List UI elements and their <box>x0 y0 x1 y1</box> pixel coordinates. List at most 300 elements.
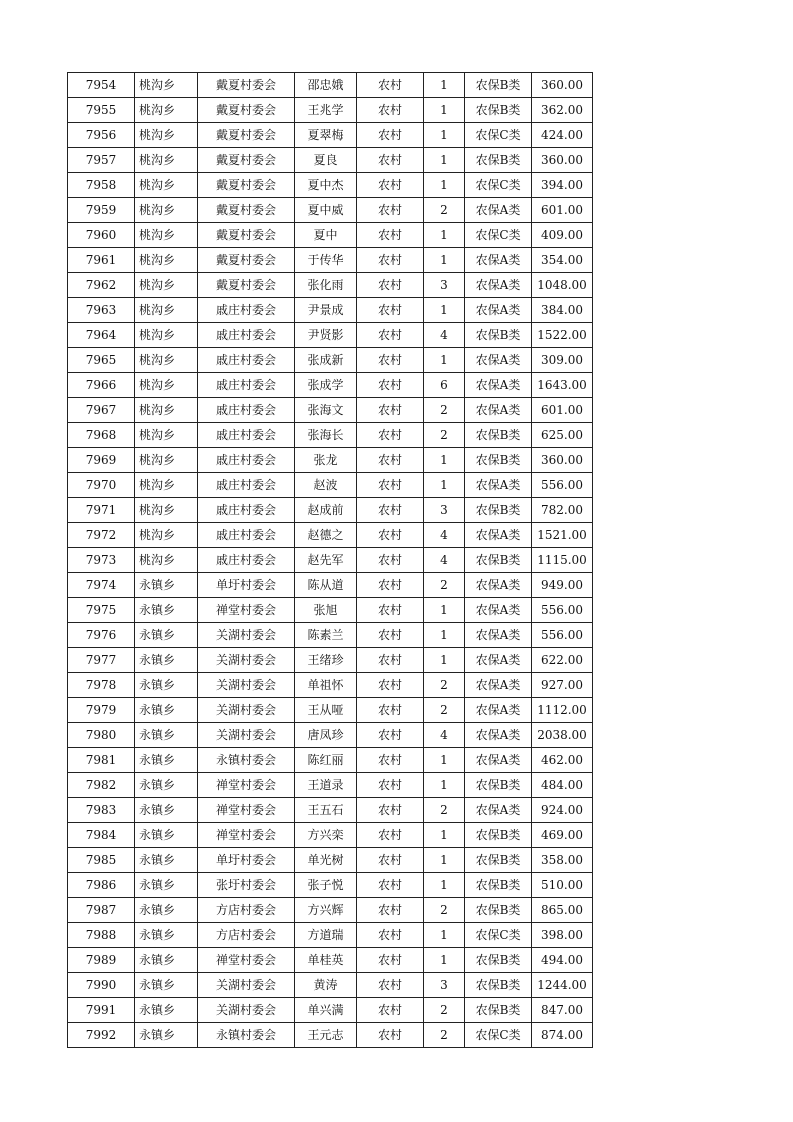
amount-cell: 1522.00 <box>532 323 593 348</box>
amount-cell: 2038.00 <box>532 723 593 748</box>
row-id-cell: 7988 <box>68 923 135 948</box>
row-id-cell: 7966 <box>68 373 135 398</box>
count-cell: 1 <box>424 748 465 773</box>
amount-cell: 484.00 <box>532 773 593 798</box>
name-cell: 陈素兰 <box>295 623 357 648</box>
row-id-cell: 7957 <box>68 148 135 173</box>
name-cell: 夏中威 <box>295 198 357 223</box>
name-cell: 赵先军 <box>295 548 357 573</box>
count-cell: 1 <box>424 948 465 973</box>
count-cell: 1 <box>424 598 465 623</box>
category-cell: 农保C类 <box>465 923 532 948</box>
amount-cell: 924.00 <box>532 798 593 823</box>
name-cell: 张海长 <box>295 423 357 448</box>
household-type-cell: 农村 <box>357 423 424 448</box>
township-cell: 永镇乡 <box>135 1023 198 1048</box>
count-cell: 3 <box>424 973 465 998</box>
row-id-cell: 7974 <box>68 573 135 598</box>
count-cell: 1 <box>424 223 465 248</box>
amount-cell: 510.00 <box>532 873 593 898</box>
row-id-cell: 7959 <box>68 198 135 223</box>
household-type-cell: 农村 <box>357 498 424 523</box>
count-cell: 1 <box>424 923 465 948</box>
village-committee-cell: 关湖村委会 <box>198 698 295 723</box>
household-type-cell: 农村 <box>357 198 424 223</box>
count-cell: 2 <box>424 398 465 423</box>
township-cell: 永镇乡 <box>135 998 198 1023</box>
village-committee-cell: 单圩村委会 <box>198 573 295 598</box>
amount-cell: 556.00 <box>532 598 593 623</box>
township-cell: 永镇乡 <box>135 923 198 948</box>
row-id-cell: 7976 <box>68 623 135 648</box>
table-row <box>68 598 593 623</box>
table-row <box>68 148 593 173</box>
count-cell: 2 <box>424 998 465 1023</box>
household-type-cell: 农村 <box>357 948 424 973</box>
township-cell: 永镇乡 <box>135 673 198 698</box>
table-row <box>68 273 593 298</box>
household-type-cell: 农村 <box>357 898 424 923</box>
township-cell: 桃沟乡 <box>135 348 198 373</box>
village-committee-cell: 关湖村委会 <box>198 673 295 698</box>
category-cell: 农保B类 <box>465 848 532 873</box>
count-cell: 1 <box>424 348 465 373</box>
household-type-cell: 农村 <box>357 573 424 598</box>
table-row <box>68 323 593 348</box>
amount-cell: 462.00 <box>532 748 593 773</box>
row-id-cell: 7983 <box>68 798 135 823</box>
village-committee-cell: 戴夏村委会 <box>198 123 295 148</box>
table-row <box>68 673 593 698</box>
name-cell: 单兴满 <box>295 998 357 1023</box>
village-committee-cell: 戚庄村委会 <box>198 448 295 473</box>
row-id-cell: 7992 <box>68 1023 135 1048</box>
village-committee-cell: 永镇村委会 <box>198 748 295 773</box>
amount-cell: 847.00 <box>532 998 593 1023</box>
household-type-cell: 农村 <box>357 973 424 998</box>
table-row <box>68 873 593 898</box>
table-row <box>68 123 593 148</box>
category-cell: 农保B类 <box>465 548 532 573</box>
name-cell: 夏中 <box>295 223 357 248</box>
amount-cell: 362.00 <box>532 98 593 123</box>
amount-cell: 409.00 <box>532 223 593 248</box>
name-cell: 张化雨 <box>295 273 357 298</box>
township-cell: 桃沟乡 <box>135 198 198 223</box>
household-type-cell: 农村 <box>357 323 424 348</box>
village-committee-cell: 关湖村委会 <box>198 723 295 748</box>
table-row <box>68 948 593 973</box>
count-cell: 1 <box>424 98 465 123</box>
category-cell: 农保A类 <box>465 648 532 673</box>
village-committee-cell: 禅堂村委会 <box>198 798 295 823</box>
count-cell: 2 <box>424 673 465 698</box>
township-cell: 桃沟乡 <box>135 448 198 473</box>
village-committee-cell: 关湖村委会 <box>198 623 295 648</box>
village-committee-cell: 关湖村委会 <box>198 998 295 1023</box>
table-row <box>68 723 593 748</box>
village-committee-cell: 方店村委会 <box>198 898 295 923</box>
row-id-cell: 7982 <box>68 773 135 798</box>
township-cell: 桃沟乡 <box>135 148 198 173</box>
count-cell: 1 <box>424 873 465 898</box>
village-committee-cell: 戚庄村委会 <box>198 498 295 523</box>
table-row <box>68 473 593 498</box>
township-cell: 永镇乡 <box>135 973 198 998</box>
household-type-cell: 农村 <box>357 723 424 748</box>
row-id-cell: 7972 <box>68 523 135 548</box>
amount-cell: 1115.00 <box>532 548 593 573</box>
count-cell: 6 <box>424 373 465 398</box>
name-cell: 王从哑 <box>295 698 357 723</box>
township-cell: 永镇乡 <box>135 648 198 673</box>
household-type-cell: 农村 <box>357 273 424 298</box>
household-type-cell: 农村 <box>357 648 424 673</box>
count-cell: 1 <box>424 123 465 148</box>
table-row <box>68 448 593 473</box>
category-cell: 农保C类 <box>465 123 532 148</box>
household-type-cell: 农村 <box>357 373 424 398</box>
township-cell: 桃沟乡 <box>135 173 198 198</box>
category-cell: 农保B类 <box>465 323 532 348</box>
name-cell: 邵忠娥 <box>295 73 357 98</box>
category-cell: 农保A类 <box>465 348 532 373</box>
household-type-cell: 农村 <box>357 773 424 798</box>
township-cell: 永镇乡 <box>135 598 198 623</box>
row-id-cell: 7987 <box>68 898 135 923</box>
name-cell: 王五石 <box>295 798 357 823</box>
count-cell: 1 <box>424 148 465 173</box>
table-row <box>68 398 593 423</box>
amount-cell: 1244.00 <box>532 973 593 998</box>
table-row <box>68 898 593 923</box>
table-body <box>68 73 593 1048</box>
township-cell: 桃沟乡 <box>135 523 198 548</box>
amount-cell: 622.00 <box>532 648 593 673</box>
township-cell: 永镇乡 <box>135 823 198 848</box>
village-committee-cell: 单圩村委会 <box>198 848 295 873</box>
amount-cell: 1048.00 <box>532 273 593 298</box>
category-cell: 农保B类 <box>465 898 532 923</box>
township-cell: 永镇乡 <box>135 623 198 648</box>
amount-cell: 398.00 <box>532 923 593 948</box>
village-committee-cell: 张圩村委会 <box>198 873 295 898</box>
household-type-cell: 农村 <box>357 348 424 373</box>
township-cell: 桃沟乡 <box>135 298 198 323</box>
category-cell: 农保A类 <box>465 748 532 773</box>
category-cell: 农保A类 <box>465 523 532 548</box>
table-row <box>68 973 593 998</box>
name-cell: 赵成前 <box>295 498 357 523</box>
category-cell: 农保C类 <box>465 173 532 198</box>
household-type-cell: 农村 <box>357 448 424 473</box>
row-id-cell: 7971 <box>68 498 135 523</box>
household-type-cell: 农村 <box>357 123 424 148</box>
village-committee-cell: 戴夏村委会 <box>198 73 295 98</box>
village-committee-cell: 戚庄村委会 <box>198 323 295 348</box>
table-row <box>68 748 593 773</box>
row-id-cell: 7965 <box>68 348 135 373</box>
row-id-cell: 7977 <box>68 648 135 673</box>
village-committee-cell: 戚庄村委会 <box>198 348 295 373</box>
count-cell: 2 <box>424 423 465 448</box>
category-cell: 农保A类 <box>465 598 532 623</box>
count-cell: 2 <box>424 573 465 598</box>
name-cell: 方兴栾 <box>295 823 357 848</box>
household-type-cell: 农村 <box>357 148 424 173</box>
count-cell: 1 <box>424 448 465 473</box>
row-id-cell: 7984 <box>68 823 135 848</box>
amount-cell: 354.00 <box>532 248 593 273</box>
data-table <box>67 72 593 1048</box>
name-cell: 张成新 <box>295 348 357 373</box>
household-type-cell: 农村 <box>357 173 424 198</box>
amount-cell: 927.00 <box>532 673 593 698</box>
name-cell: 王道录 <box>295 773 357 798</box>
row-id-cell: 7990 <box>68 973 135 998</box>
household-type-cell: 农村 <box>357 98 424 123</box>
count-cell: 2 <box>424 898 465 923</box>
row-id-cell: 7979 <box>68 698 135 723</box>
household-type-cell: 农村 <box>357 223 424 248</box>
household-type-cell: 农村 <box>357 798 424 823</box>
name-cell: 夏良 <box>295 148 357 173</box>
township-cell: 永镇乡 <box>135 748 198 773</box>
household-type-cell: 农村 <box>357 823 424 848</box>
household-type-cell: 农村 <box>357 298 424 323</box>
category-cell: 农保B类 <box>465 98 532 123</box>
village-committee-cell: 戚庄村委会 <box>198 548 295 573</box>
table-row <box>68 823 593 848</box>
amount-cell: 556.00 <box>532 473 593 498</box>
name-cell: 尹景成 <box>295 298 357 323</box>
table-row <box>68 548 593 573</box>
township-cell: 永镇乡 <box>135 873 198 898</box>
count-cell: 1 <box>424 248 465 273</box>
household-type-cell: 农村 <box>357 748 424 773</box>
name-cell: 陈红丽 <box>295 748 357 773</box>
household-type-cell: 农村 <box>357 873 424 898</box>
village-committee-cell: 方店村委会 <box>198 923 295 948</box>
name-cell: 张子悦 <box>295 873 357 898</box>
row-id-cell: 7980 <box>68 723 135 748</box>
category-cell: 农保B类 <box>465 823 532 848</box>
amount-cell: 1521.00 <box>532 523 593 548</box>
name-cell: 张旭 <box>295 598 357 623</box>
village-committee-cell: 关湖村委会 <box>198 973 295 998</box>
category-cell: 农保A类 <box>465 298 532 323</box>
name-cell: 赵德之 <box>295 523 357 548</box>
name-cell: 单光树 <box>295 848 357 873</box>
village-committee-cell: 戴夏村委会 <box>198 198 295 223</box>
township-cell: 桃沟乡 <box>135 98 198 123</box>
row-id-cell: 7963 <box>68 298 135 323</box>
township-cell: 桃沟乡 <box>135 423 198 448</box>
township-cell: 永镇乡 <box>135 723 198 748</box>
category-cell: 农保A类 <box>465 248 532 273</box>
category-cell: 农保A类 <box>465 723 532 748</box>
table-row <box>68 1023 593 1048</box>
amount-cell: 360.00 <box>532 73 593 98</box>
table-row <box>68 348 593 373</box>
category-cell: 农保B类 <box>465 448 532 473</box>
row-id-cell: 7986 <box>68 873 135 898</box>
count-cell: 4 <box>424 523 465 548</box>
name-cell: 尹贤影 <box>295 323 357 348</box>
amount-cell: 494.00 <box>532 948 593 973</box>
amount-cell: 1643.00 <box>532 373 593 398</box>
row-id-cell: 7960 <box>68 223 135 248</box>
amount-cell: 782.00 <box>532 498 593 523</box>
count-cell: 1 <box>424 73 465 98</box>
amount-cell: 601.00 <box>532 398 593 423</box>
name-cell: 唐凤珍 <box>295 723 357 748</box>
count-cell: 2 <box>424 798 465 823</box>
name-cell: 王元志 <box>295 1023 357 1048</box>
village-committee-cell: 关湖村委会 <box>198 648 295 673</box>
amount-cell: 601.00 <box>532 198 593 223</box>
table-row <box>68 923 593 948</box>
count-cell: 3 <box>424 498 465 523</box>
row-id-cell: 7985 <box>68 848 135 873</box>
township-cell: 桃沟乡 <box>135 123 198 148</box>
row-id-cell: 7964 <box>68 323 135 348</box>
village-committee-cell: 戴夏村委会 <box>198 248 295 273</box>
household-type-cell: 农村 <box>357 523 424 548</box>
household-type-cell: 农村 <box>357 698 424 723</box>
township-cell: 桃沟乡 <box>135 548 198 573</box>
amount-cell: 360.00 <box>532 448 593 473</box>
table-row <box>68 423 593 448</box>
row-id-cell: 7955 <box>68 98 135 123</box>
count-cell: 4 <box>424 723 465 748</box>
category-cell: 农保A类 <box>465 473 532 498</box>
category-cell: 农保A类 <box>465 623 532 648</box>
count-cell: 1 <box>424 298 465 323</box>
township-cell: 桃沟乡 <box>135 498 198 523</box>
row-id-cell: 7973 <box>68 548 135 573</box>
amount-cell: 394.00 <box>532 173 593 198</box>
row-id-cell: 7958 <box>68 173 135 198</box>
count-cell: 1 <box>424 473 465 498</box>
table-row <box>68 698 593 723</box>
count-cell: 1 <box>424 648 465 673</box>
name-cell: 单桂英 <box>295 948 357 973</box>
village-committee-cell: 戚庄村委会 <box>198 298 295 323</box>
row-id-cell: 7961 <box>68 248 135 273</box>
category-cell: 农保A类 <box>465 698 532 723</box>
count-cell: 1 <box>424 823 465 848</box>
amount-cell: 556.00 <box>532 623 593 648</box>
household-type-cell: 农村 <box>357 848 424 873</box>
category-cell: 农保B类 <box>465 973 532 998</box>
count-cell: 3 <box>424 273 465 298</box>
household-type-cell: 农村 <box>357 923 424 948</box>
name-cell: 单祖怀 <box>295 673 357 698</box>
amount-cell: 625.00 <box>532 423 593 448</box>
row-id-cell: 7969 <box>68 448 135 473</box>
village-committee-cell: 禅堂村委会 <box>198 773 295 798</box>
name-cell: 张龙 <box>295 448 357 473</box>
name-cell: 方道瑞 <box>295 923 357 948</box>
township-cell: 永镇乡 <box>135 573 198 598</box>
village-committee-cell: 戚庄村委会 <box>198 473 295 498</box>
village-committee-cell: 禅堂村委会 <box>198 948 295 973</box>
category-cell: 农保B类 <box>465 498 532 523</box>
village-committee-cell: 戴夏村委会 <box>198 98 295 123</box>
name-cell: 张海文 <box>295 398 357 423</box>
table-row <box>68 573 593 598</box>
row-id-cell: 7970 <box>68 473 135 498</box>
table-row <box>68 648 593 673</box>
category-cell: 农保B类 <box>465 148 532 173</box>
table-row <box>68 173 593 198</box>
category-cell: 农保B类 <box>465 873 532 898</box>
table-row <box>68 998 593 1023</box>
table-row <box>68 198 593 223</box>
row-id-cell: 7954 <box>68 73 135 98</box>
count-cell: 4 <box>424 323 465 348</box>
village-committee-cell: 禅堂村委会 <box>198 598 295 623</box>
township-cell: 永镇乡 <box>135 798 198 823</box>
name-cell: 夏翠梅 <box>295 123 357 148</box>
name-cell: 于传华 <box>295 248 357 273</box>
row-id-cell: 7956 <box>68 123 135 148</box>
category-cell: 农保A类 <box>465 573 532 598</box>
table-row <box>68 223 593 248</box>
village-committee-cell: 禅堂村委会 <box>198 823 295 848</box>
row-id-cell: 7968 <box>68 423 135 448</box>
table-row <box>68 98 593 123</box>
category-cell: 农保A类 <box>465 673 532 698</box>
village-committee-cell: 戴夏村委会 <box>198 223 295 248</box>
count-cell: 2 <box>424 698 465 723</box>
name-cell: 张成学 <box>295 373 357 398</box>
category-cell: 农保C类 <box>465 1023 532 1048</box>
row-id-cell: 7991 <box>68 998 135 1023</box>
category-cell: 农保C类 <box>465 223 532 248</box>
category-cell: 农保B类 <box>465 423 532 448</box>
name-cell: 夏中杰 <box>295 173 357 198</box>
village-committee-cell: 戚庄村委会 <box>198 423 295 448</box>
amount-cell: 360.00 <box>532 148 593 173</box>
amount-cell: 424.00 <box>532 123 593 148</box>
row-id-cell: 7967 <box>68 398 135 423</box>
name-cell: 王兆学 <box>295 98 357 123</box>
category-cell: 农保A类 <box>465 198 532 223</box>
amount-cell: 874.00 <box>532 1023 593 1048</box>
amount-cell: 358.00 <box>532 848 593 873</box>
category-cell: 农保A类 <box>465 798 532 823</box>
count-cell: 1 <box>424 773 465 798</box>
name-cell: 方兴辉 <box>295 898 357 923</box>
count-cell: 2 <box>424 1023 465 1048</box>
count-cell: 4 <box>424 548 465 573</box>
table-row <box>68 848 593 873</box>
township-cell: 永镇乡 <box>135 848 198 873</box>
category-cell: 农保B类 <box>465 773 532 798</box>
category-cell: 农保B类 <box>465 998 532 1023</box>
township-cell: 桃沟乡 <box>135 398 198 423</box>
household-type-cell: 农村 <box>357 1023 424 1048</box>
table-row <box>68 73 593 98</box>
row-id-cell: 7962 <box>68 273 135 298</box>
table-row <box>68 798 593 823</box>
category-cell: 农保A类 <box>465 398 532 423</box>
household-type-cell: 农村 <box>357 623 424 648</box>
village-committee-cell: 戴夏村委会 <box>198 148 295 173</box>
township-cell: 桃沟乡 <box>135 473 198 498</box>
